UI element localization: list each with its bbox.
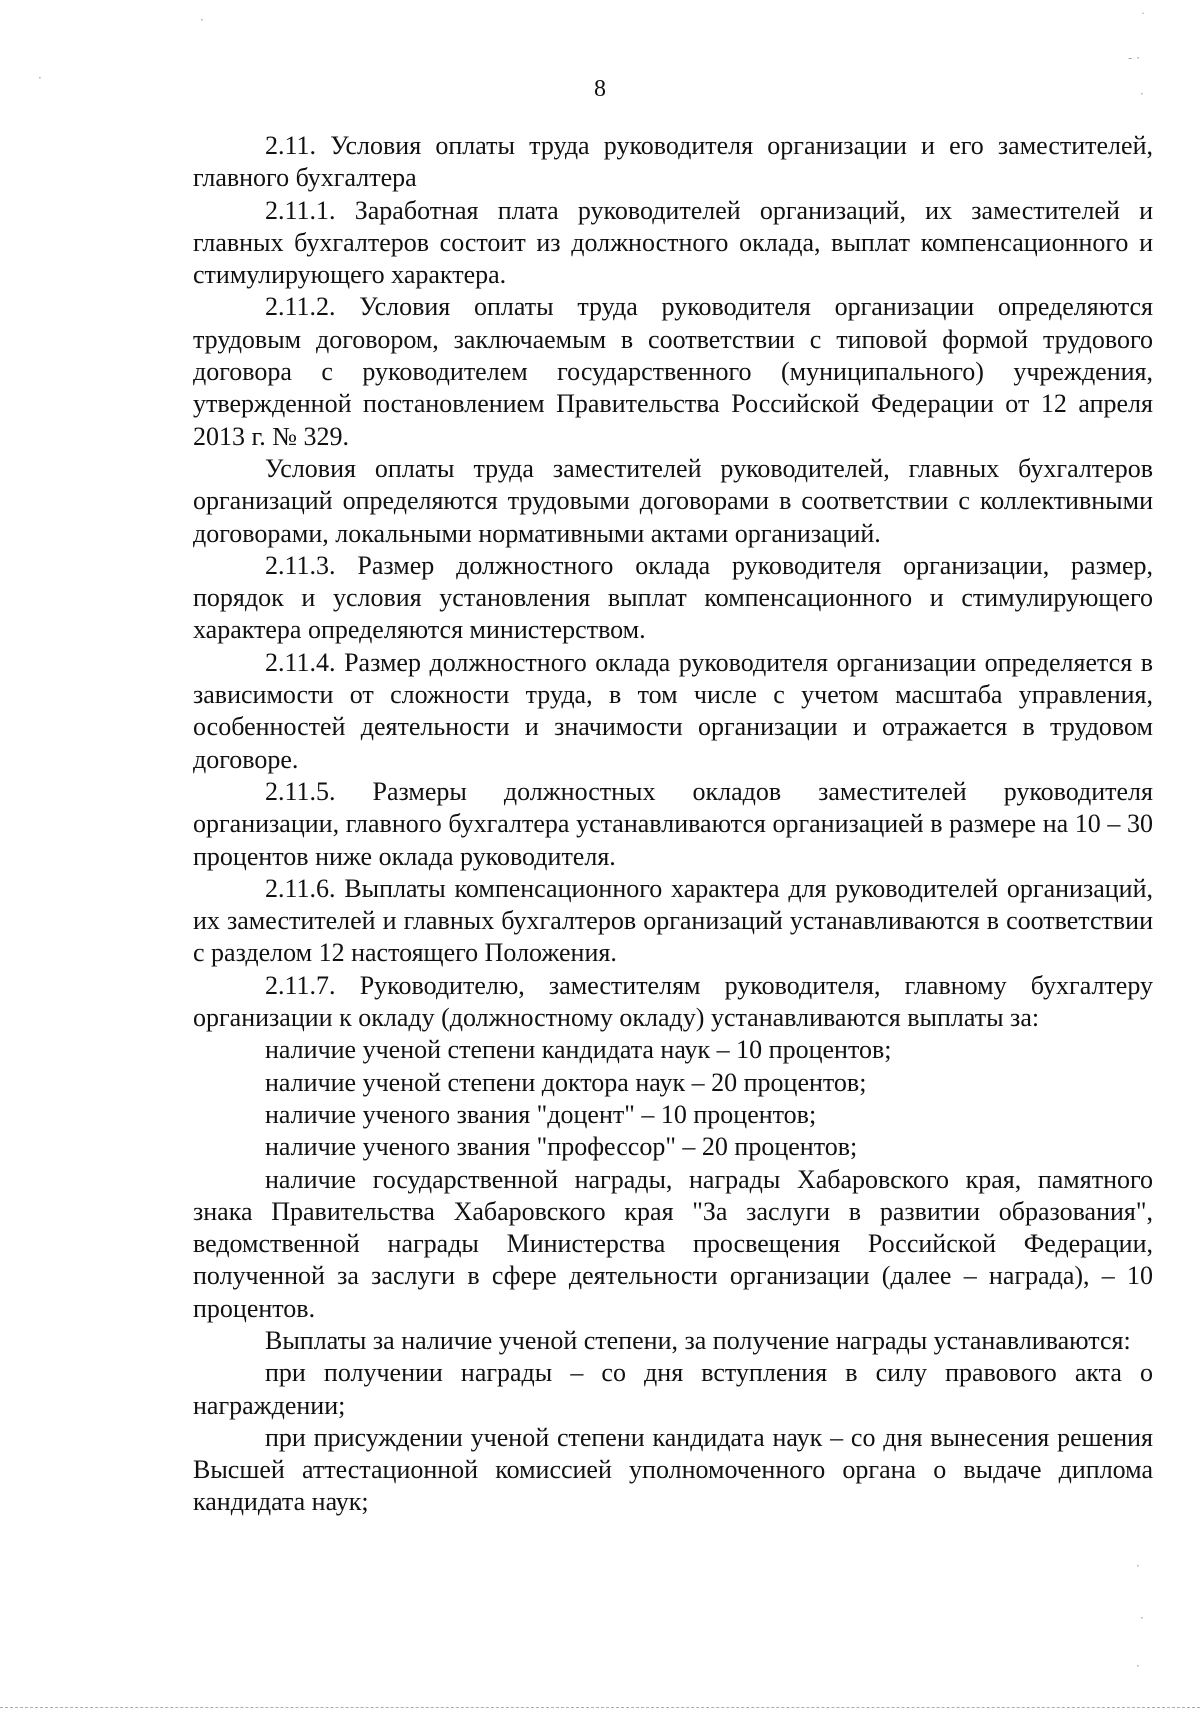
page-number: 8 — [594, 76, 606, 102]
document-body — [193, 130, 1153, 1519]
paragraph-2-11-2: 2.11.2. Условия оплаты труда руководителя организации определяются трудовым договором, заключаемым в соответствии с типовой формой трудового договора с руководителем государственного (муниципального) учреждения, утвержденной постановлением Правительства Российской Федерации от 12 апреля 2013 г. № 329. — [193, 292, 1153, 451]
paragraph-2-11-3: 2.11.3. Размер должностного оклада руководителя организации, размер, порядок и условия установления выплат компенсационного и стимулирующего характера определяются министерством. — [193, 550, 1153, 645]
scan-speck: ‐ · — [1128, 51, 1140, 65]
scan-speck: · — [200, 13, 204, 27]
paragraph-award-date: при получении награды – со дня вступления в силу правового акта о награждении; — [193, 1358, 1153, 1420]
list-item-professor-title: наличие ученого звания "профессор" – 20 процентов; — [265, 1132, 858, 1162]
paragraph-2-11-5: 2.11.5. Размеры должностных окладов заместителей руководителя организации, главного бухгалтера устанавливаются организацией в размере на 10 – 30 процентов ниже оклада руководителя. — [193, 776, 1153, 871]
scan-speck: · — [1136, 1659, 1140, 1673]
list-item-award: наличие государственной награды, награды Хабаровского края, памятного знака Правительства Хабаровского края "За заслуги в развитии образования", ведомственной награды Министерства просвещения Российской Федерации, полученной за заслуги в сфере деятельности организации (далее – награда), – 10 процентов. — [193, 1164, 1153, 1323]
scan-speck: · — [1136, 1559, 1140, 1573]
scan-speck: · — [1140, 87, 1144, 101]
scan-speck: · — [1140, 1611, 1144, 1625]
paragraph-deputy-conditions: Условия оплаты труда заместителей руководителей, главных бухгалтеров организаций определяются трудовыми договорами в соответствии с коллективными договорами, локальными нормативными актами организаций. — [193, 453, 1153, 548]
paragraph-payments-established: Выплаты за наличие ученой степени, за получение награды устанавливаются: — [265, 1325, 1131, 1355]
scan-speck: · — [38, 71, 42, 85]
list-item-candidate-degree: наличие ученой степени кандидата наук – 10 процентов; — [265, 1035, 892, 1065]
scan-edge-line — [0, 1707, 1200, 1708]
paragraph-2-11-1: 2.11.1. Заработная плата руководителей организаций, их заместителей и главных бухгалтеров состоит из должностного оклада, выплат компенсационного и стимулирующего характера. — [193, 195, 1153, 290]
paragraph-2-11-4: 2.11.4. Размер должностного оклада руководителя организации определяется в зависимости от сложности труда, в том числе с учетом масштаба управления, особенностей деятельности и значимости организации и отражается в трудовом договоре. — [193, 647, 1153, 774]
paragraph-2-11-6: 2.11.6. Выплаты компенсационного характера для руководителей организаций, их заместителей и главных бухгалтеров организаций устанавливаются в соответствии с разделом 12 настоящего Положения. — [193, 873, 1153, 968]
scan-speck: ˙ — [1140, 11, 1146, 25]
paragraph-2-11: 2.11. Условия оплаты труда руководителя организации и его заместителей, главного бухгалтера — [193, 131, 1153, 193]
list-item-docent-title: наличие ученого звания "доцент" – 10 процентов; — [265, 1099, 817, 1129]
list-item-doctor-degree: наличие ученой степени доктора наук – 20 процентов; — [265, 1067, 867, 1097]
paragraph-2-11-7: 2.11.7. Руководителю, заместителям руководителя, главному бухгалтеру организации к окладу (должностному окладу) устанавливаются выплаты за: — [193, 970, 1153, 1033]
paragraph-candidate-degree-date: при присуждении ученой степени кандидата наук – со дня вынесения решения Высшей аттестационной комиссией уполномоченного органа о выдаче диплома кандидата наук; — [193, 1422, 1153, 1517]
